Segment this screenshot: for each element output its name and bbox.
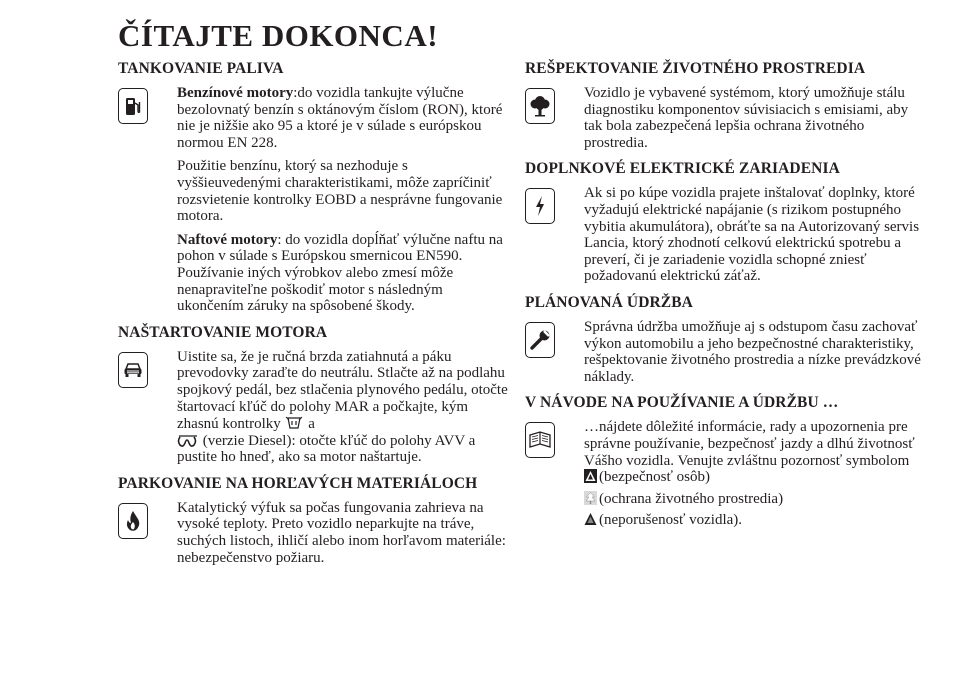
manual-paragraph: …nájdete dôležité informácie, rady a upozornenia pre správne používanie, bezpečnosť jazdy a dlhú životnosť Vášho vozidla. Venujte zvláštnu pozornosť symbolom (bezpečnosť osôb) [584, 419, 915, 486]
section-heading-manual: V NÁVODE NA POUŽÍVANIE A ÚDRŽBU … [525, 394, 839, 412]
manual-line-vehicle: (neporušenosť vozidla). [584, 512, 925, 529]
glow-plug-warning-icon [284, 415, 304, 431]
section-heading-fuel: TANKOVANIE PALIVA [118, 60, 284, 77]
maintenance-paragraph: Správna údržba umožňuje aj s odstupom času zachovať výkon automobilu a jeho bezpečnostné charakteristiky, rešpektovanie životného prostredia a nízke prevádzkové náklady. [584, 318, 921, 385]
fuel-pump-icon [118, 88, 148, 124]
section-maintenance [525, 294, 925, 385]
page-title: ČÍTAJTE DOKONCA! [118, 18, 439, 53]
environment-paragraph: Vozidlo je vybavené systémom, ktorý umožňuje stálu diagnostiku komponentov súvisiacich s emisiami, aby tak bola zabezpečená lepšia ochrana životného prostredia. [584, 85, 909, 151]
preheat-coil-icon [177, 434, 199, 448]
electric-paragraph: Ak si po kúpe vozidla prajete inštalovať doplnky, ktoré vyžadujú elektrické napájanie (s rizikom postupného vybitia akumulátora), obráťte sa na Autorizovaný servis Lancia, ktorý zhodnotí celkovú elektrickú spotrebu a preverí, či je zariadenie vozidla schopné zniesť požadovanú elektrickú záťaž. [584, 185, 920, 285]
section-electric [525, 160, 925, 285]
fuel-paragraph-petrol: Benzínové motory:do vozidla tankujte výlučne bezolovnatý benzín s oktánovým číslom (RON), ktoré nie je nižšie ako 95 a ktoré je v súlade s európskou normou EN 228. [177, 85, 503, 151]
vehicle-integrity-symbol-icon [584, 512, 597, 526]
section-start [118, 324, 508, 466]
flame-icon [118, 503, 148, 539]
left-column [118, 60, 508, 566]
section-heading-electric: DOPLNKOVÉ ELEKTRICKÉ ZARIADENIA [525, 160, 840, 178]
section-environment [525, 60, 925, 151]
person-safety-symbol-icon [584, 469, 597, 483]
section-parking [118, 475, 508, 566]
start-paragraph: Uistite sa, že je ručná brzda zatiahnutá a páku prevodovky zaraďte do neutrálu. Stlačte až na podlahu spojkový pedál, bez stlačenia plynového pedálu, otočte štartovací kľúč do polohy MAR a počkajte, kým zhasnú kontrolky a (verzie Diesel): otočte kľúč do polohy AVV a pustite ho hneď, ako sa motor naštartuje. [177, 348, 508, 466]
section-heading-parking: PARKOVANIE NA HORĽAVÝCH MATERIÁLOCH [118, 474, 478, 492]
wrench-icon [525, 322, 555, 358]
car-front-icon [118, 352, 148, 388]
manual-line-environment: (ochrana životného prostredia) [584, 491, 925, 508]
fuel-paragraph-warning: Použitie benzínu, ktorý sa nezhoduje s vyššieuvedenými charakteristikami, môže zapríčiniť rozsvietenie kontrolky EOBD a nesprávne fungovanie motora. [177, 158, 503, 225]
tree-icon [525, 88, 555, 124]
section-fuel [118, 60, 508, 315]
section-manual [525, 394, 925, 529]
lightning-icon [525, 188, 555, 224]
fuel-paragraph-diesel: Naftové motory: do vozidla dopĺňať výlučne naftu na pohon v súlade s Európskou smernicou EN590. Používanie iných výrobkov alebo zmesí môže nenapraviteľne poškodiť motor s následným ukončením záruky na spôsobené škody. [177, 231, 503, 315]
parking-paragraph: Katalytický výfuk sa počas fungovania zahrieva na vysoké teploty. Preto vozidlo neparkujte na tráve, suchých listoch, ihličí alebo inom horľavom materiále: nebezpečenstvo požiaru. [177, 499, 506, 566]
right-column [525, 60, 925, 529]
section-heading-start: NAŠTARTOVANIE MOTORA [118, 323, 328, 341]
section-heading-maintenance: PLÁNOVANÁ ÚDRŽBA [525, 293, 693, 311]
environment-symbol-icon [584, 491, 597, 505]
section-heading-environment: REŠPEKTOVANIE ŽIVOTNÉHO PROSTREDIA [525, 60, 866, 77]
open-book-icon [525, 422, 555, 458]
